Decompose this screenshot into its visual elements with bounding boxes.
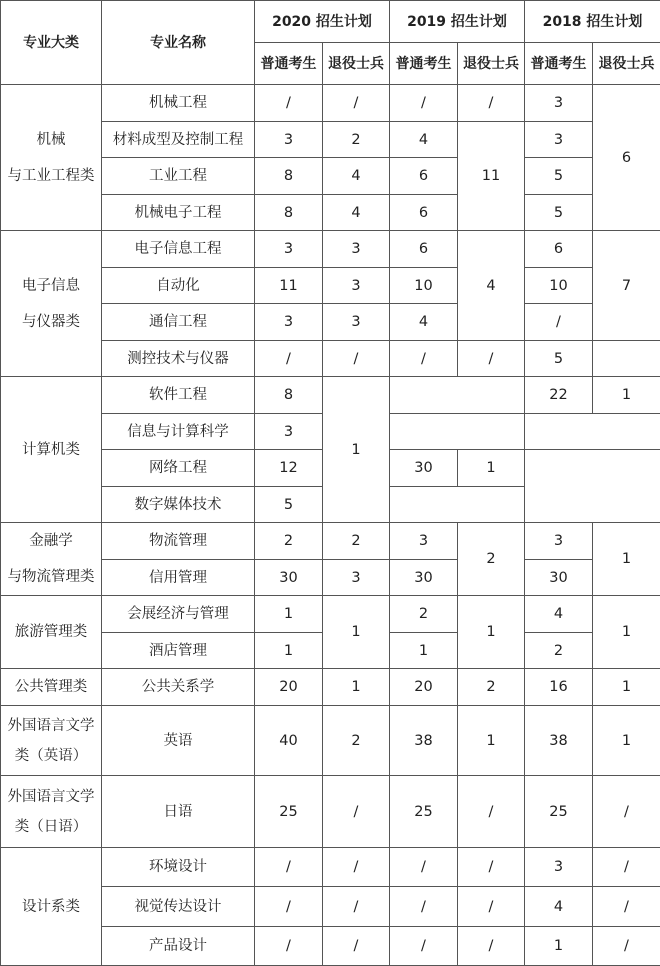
value-cell: 4 [525,596,593,633]
header-major: 专业名称 [102,1,255,85]
value-cell: 10 [390,268,458,304]
value-cell: 3 [255,231,323,268]
major-name: 产品设计 [102,927,255,966]
major-name: 数字媒体技术 [102,487,255,523]
value-cell: 12 [255,450,323,487]
value-cell: 4 [323,158,390,195]
table-row [1,669,660,706]
value-cell: 11 [255,268,323,304]
value-cell: / [458,776,525,848]
value-cell: 3 [255,304,323,341]
value-cell: 4 [390,304,458,341]
value-cell: 1 [593,706,660,776]
header-2019-regular: 普通考生 [390,43,458,85]
value-cell: 3 [390,523,458,560]
header-2020-veteran: 退役士兵 [323,43,390,85]
value-cell: 2 [525,633,593,669]
major-name: 信息与计算科学 [102,414,255,450]
value-cell: / [255,848,323,887]
major-name: 公共关系学 [102,669,255,706]
value-cell: / [458,887,525,927]
value-cell: / [458,927,525,966]
value-cell: 2 [390,596,458,633]
value-cell: 1 [458,450,525,487]
table-row [1,85,660,122]
value-cell: 3 [323,231,390,268]
value-cell: 6 [390,195,458,231]
value-cell: 1 [593,596,660,669]
value-cell: / [458,85,525,122]
value-cell: 4 [458,231,525,341]
major-name: 通信工程 [102,304,255,341]
value-cell: 38 [525,706,593,776]
major-name: 会展经济与管理 [102,596,255,633]
header-year-2019: 2019 招生计划 [390,1,525,43]
value-cell: 20 [255,669,323,706]
value-cell: 6 [525,231,593,268]
major-name: 机械电子工程 [102,195,255,231]
table-row [1,776,660,848]
value-cell: 3 [525,523,593,560]
table-row [1,377,660,414]
value-cell: 1 [323,596,390,669]
table-row [1,231,660,268]
value-cell: 30 [525,560,593,596]
value-cell: 1 [458,706,525,776]
category-cell: 金融学 与物流管理类 [1,523,102,596]
table-row [1,706,660,776]
value-cell: / [525,304,593,341]
value-cell: 2 [323,122,390,158]
category-cell: 外国语言文学 类（英语） [1,706,102,776]
value-cell: 8 [255,377,323,414]
category-cell: 机械 与工业工程类 [1,85,102,231]
table-row [1,596,660,633]
major-name: 机械工程 [102,85,255,122]
value-cell: / [593,887,660,927]
value-cell [525,414,660,450]
value-cell: 5 [255,487,323,523]
value-cell: 20 [390,669,458,706]
value-cell: 3 [255,414,323,450]
value-cell: 38 [390,706,458,776]
value-cell: 1 [458,596,525,669]
category-cell: 旅游管理类 [1,596,102,669]
value-cell: 10 [525,268,593,304]
table-row [1,848,660,887]
value-cell: 1 [323,669,390,706]
value-cell: / [255,341,323,377]
value-cell: / [458,848,525,887]
header-2018-veteran: 退役士兵 [593,43,660,85]
major-name: 环境设计 [102,848,255,887]
value-cell: 30 [390,560,458,596]
value-cell: / [255,887,323,927]
value-cell: 2 [323,706,390,776]
value-cell: 4 [390,122,458,158]
value-cell: / [390,848,458,887]
value-cell: / [390,887,458,927]
value-cell: 5 [525,158,593,195]
value-cell: / [323,848,390,887]
value-cell: 6 [390,231,458,268]
header-year-2018: 2018 招生计划 [525,1,660,43]
value-cell: 4 [323,195,390,231]
value-cell: 40 [255,706,323,776]
value-cell [390,377,525,414]
major-name: 材料成型及控制工程 [102,122,255,158]
value-cell: 3 [323,560,390,596]
category-cell: 外国语言文学 类（日语） [1,776,102,848]
value-cell: / [390,341,458,377]
value-cell: / [323,341,390,377]
value-cell: 16 [525,669,593,706]
value-cell: / [593,776,660,848]
value-cell: 1 [593,523,660,596]
major-name: 软件工程 [102,377,255,414]
major-name: 英语 [102,706,255,776]
value-cell: / [255,927,323,966]
value-cell: 25 [255,776,323,848]
value-cell: 8 [255,195,323,231]
value-cell: 1 [525,927,593,966]
header-2019-veteran: 退役士兵 [458,43,525,85]
major-name: 测控技术与仪器 [102,341,255,377]
value-cell: 2 [323,523,390,560]
value-cell: / [390,85,458,122]
value-cell: / [323,927,390,966]
value-cell: 3 [525,85,593,122]
value-cell: 6 [390,158,458,195]
value-cell: 2 [458,523,525,596]
value-cell: 3 [323,268,390,304]
header-year-2020: 2020 招生计划 [255,1,390,43]
value-cell: / [458,341,525,377]
value-cell: / [323,85,390,122]
value-cell: 11 [458,122,525,231]
value-cell: 2 [255,523,323,560]
value-cell: 1 [255,596,323,633]
major-name: 网络工程 [102,450,255,487]
value-cell: 6 [593,85,660,231]
value-cell: 7 [593,231,660,341]
major-name: 物流管理 [102,523,255,560]
header-2018-regular: 普通考生 [525,43,593,85]
value-cell: 3 [525,122,593,158]
category-cell: 计算机类 [1,377,102,523]
value-cell: 1 [255,633,323,669]
value-cell: / [593,848,660,887]
value-cell: / [323,776,390,848]
major-name: 自动化 [102,268,255,304]
category-cell: 公共管理类 [1,669,102,706]
major-name: 酒店管理 [102,633,255,669]
category-cell: 设计系类 [1,848,102,966]
value-cell: 4 [525,887,593,927]
empty-merged-cell [525,450,660,523]
major-name: 电子信息工程 [102,231,255,268]
value-cell: 5 [525,195,593,231]
value-cell: 22 [525,377,593,414]
value-cell: / [323,887,390,927]
major-name: 工业工程 [102,158,255,195]
major-name: 视觉传达设计 [102,887,255,927]
header-category: 专业大类 [1,1,102,85]
value-cell: 1 [323,377,390,523]
value-cell: 30 [390,450,458,487]
value-cell: 3 [323,304,390,341]
value-cell: 1 [390,633,458,669]
value-cell: 8 [255,158,323,195]
value-cell: 1 [593,669,660,706]
major-name: 信用管理 [102,560,255,596]
value-cell: / [255,85,323,122]
value-cell: 30 [255,560,323,596]
value-cell: / [593,927,660,966]
category-cell: 电子信息 与仪器类 [1,231,102,377]
value-cell: 5 [525,341,593,377]
value-cell: 3 [255,122,323,158]
value-cell: 1 [593,377,660,414]
empty-cell [390,487,525,523]
value-cell: 3 [525,848,593,887]
value-cell: 2 [458,669,525,706]
value-cell: / [390,927,458,966]
value-cell: 25 [525,776,593,848]
table-row [1,523,660,560]
value-cell [390,414,525,450]
major-name: 日语 [102,776,255,848]
value-cell: 25 [390,776,458,848]
header-2020-regular: 普通考生 [255,43,323,85]
